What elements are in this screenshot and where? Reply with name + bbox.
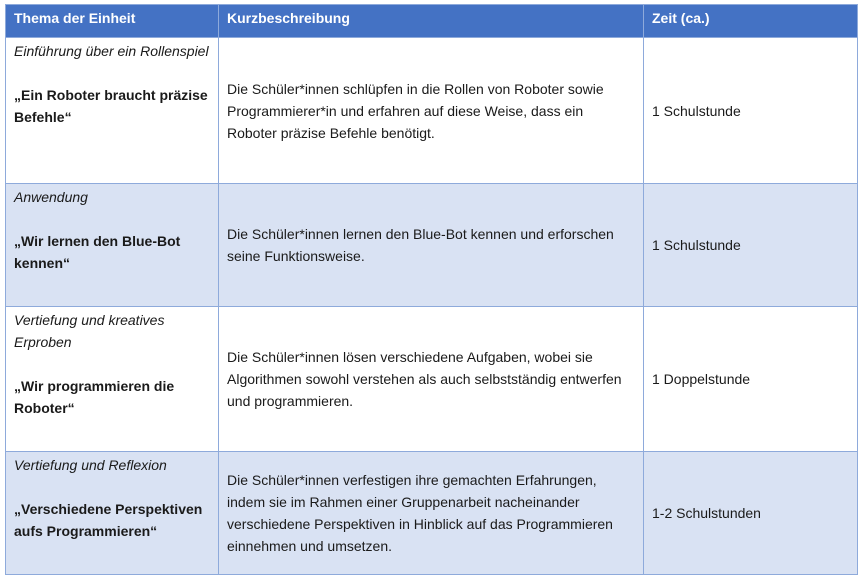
time-cell: 1 Doppelstunde xyxy=(644,307,858,452)
topic-title: „Ein Roboter braucht präzise Befehle“ xyxy=(14,87,208,125)
topic-subtitle: Einführung über ein Rollenspiel xyxy=(14,43,209,59)
time-cell: 1 Schulstunde xyxy=(644,38,858,184)
topic-subtitle: Vertiefung und kreatives Erproben xyxy=(14,312,165,350)
topic-title: „Wir lernen den Blue-Bot kennen“ xyxy=(14,233,181,271)
description-cell: Die Schüler*innen schlüpfen in die Rollen von Roboter sowie Programmierer*in und erfahren auf diese Weise, dass ein Roboter präzise Befehle benötigt. xyxy=(219,38,644,184)
header-description: Kurzbeschreibung xyxy=(219,5,644,38)
description-cell: Die Schüler*innen verfestigen ihre gemachten Erfahrungen, indem sie im Rahmen einer Gruppenarbeit nacheinander verschiedene Perspektiven in Hinblick auf das Programmieren einnehmen und umsetzen. xyxy=(219,452,644,575)
table-header-row xyxy=(6,5,858,38)
topic-title: „Wir programmieren die Roboter“ xyxy=(14,378,175,416)
table-row xyxy=(6,184,858,307)
topic-title: „Verschiedene Perspektiven aufs Programmieren“ xyxy=(14,501,203,539)
table-row xyxy=(6,307,858,452)
table-row xyxy=(6,38,858,184)
topic-cell xyxy=(6,184,219,307)
topic-subtitle: Vertiefung und Reflexion xyxy=(14,457,167,473)
table-row xyxy=(6,452,858,575)
time-cell: 1 Schulstunde xyxy=(644,184,858,307)
topic-cell xyxy=(6,38,219,184)
topic-subtitle: Anwendung xyxy=(14,189,88,205)
time-cell: 1-2 Schulstunden xyxy=(644,452,858,575)
topic-cell xyxy=(6,307,219,452)
topic-cell xyxy=(6,452,219,575)
description-cell: Die Schüler*innen lösen verschiedene Aufgaben, wobei sie Algorithmen sowohl verstehen als auch selbstständig entwerfen und programmieren. xyxy=(219,307,644,452)
header-time: Zeit (ca.) xyxy=(644,5,858,38)
header-topic: Thema der Einheit xyxy=(6,5,219,38)
lesson-plan-table xyxy=(5,4,858,575)
description-cell: Die Schüler*innen lernen den Blue-Bot kennen und erforschen seine Funktionsweise. xyxy=(219,184,644,307)
